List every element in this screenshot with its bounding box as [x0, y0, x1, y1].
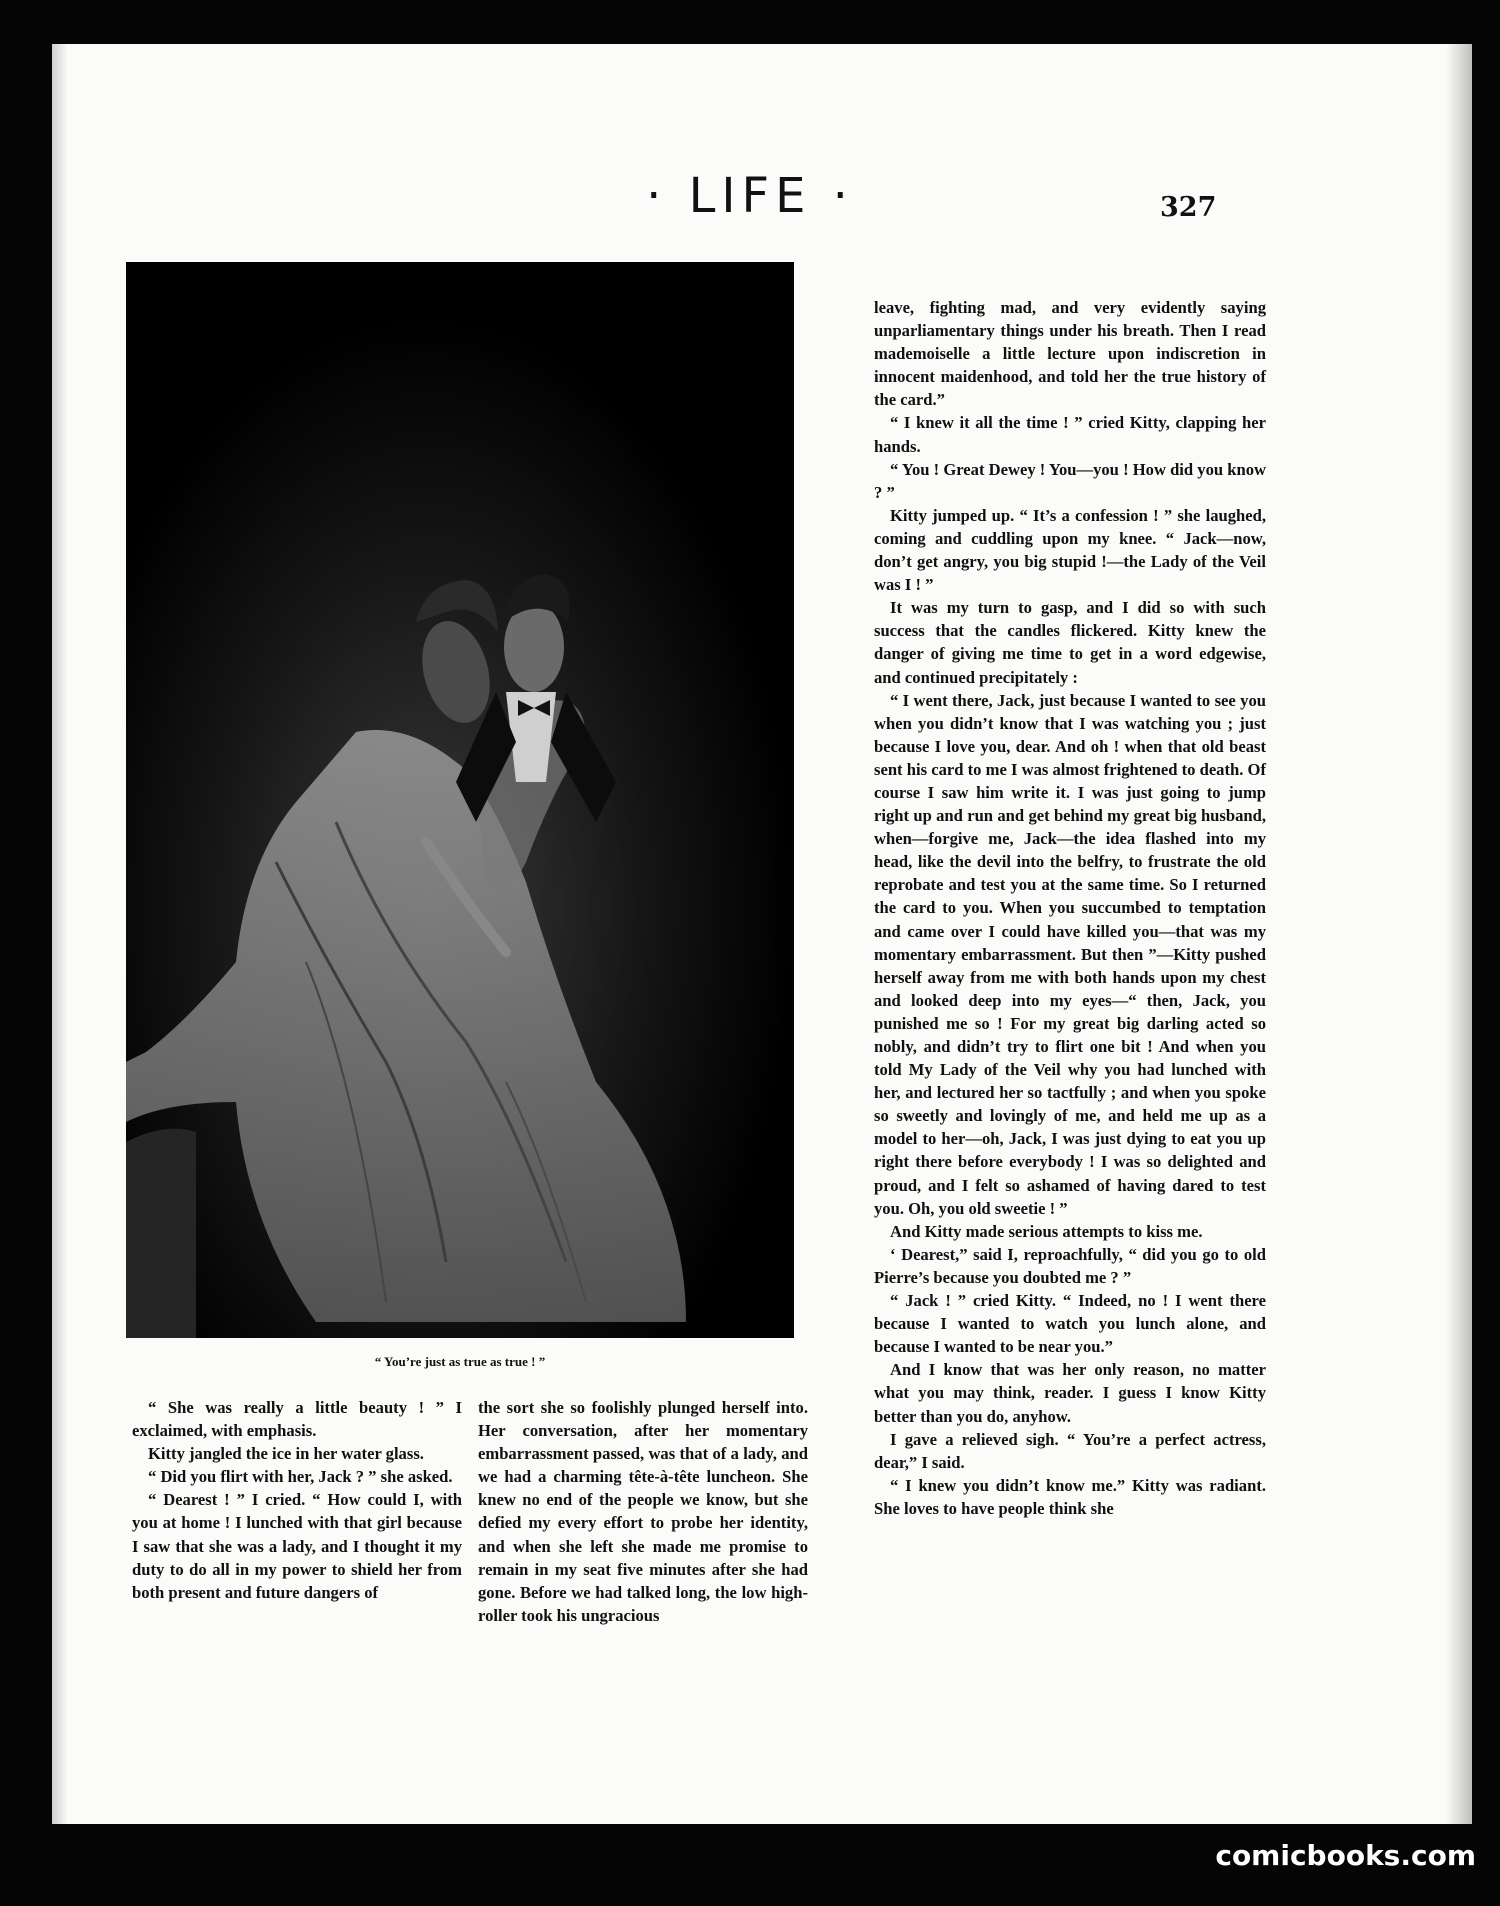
paragraph: ‘ Dearest,” said I, reproachfully, “ did you go to old Pierre’s because you doubted me ? ” [874, 1244, 1266, 1287]
illustration-caption: “ You’re just as true as true ! ” [374, 1354, 546, 1369]
paragraph: “ Did you flirt with her, Jack ? ” she asked. [148, 1467, 453, 1487]
paragraph: And Kitty made serious attempts to kiss me. [890, 1221, 1203, 1241]
text-column-left [132, 1396, 462, 1604]
paragraph: Kitty jumped up. “ It’s a confession ! ” she laughed, coming and cuddling upon my knee. “ Jack—now, don’t get angry, you big stupid !—the Lady of the Veil was I ! ” [874, 505, 1266, 595]
page-number: 327 [1160, 192, 1217, 223]
paragraph: “ I knew you didn’t know me.” Kitty was radiant. She loves to have people think she [874, 1475, 1266, 1518]
paragraph: “ I went there, Jack, just because I wanted to see you when you didn’t know that I was watching you ; just because I love you, dear. And oh ! when that old beast sent his card to me I was almost frightened to death. Of course I saw him write it. I was just going to jump right up and run and get behind my great big husband, when—forgive me, Jack—the idea flashed into my head, like the devil into the belfry, to frustrate the old reprobate and test you at the same time. So I returned the card to you. When you succumbed to temptation and came over I could have killed you—that was my momentary embarrassment. But then ”—Kitty pushed herself away from me with both hands upon my chest and looked deep into my eyes—“ then, Jack, you punished me so ! For my great big darling acted so nobly, and didn’t try to flirt one bit ! And when you told My Lady of the Veil why you had lunched with her, and lectured her so tactfully ; and when you spoke so sweetly and lovingly of me, and held me up as a model to her—oh, Jack, I was just dying to eat you up right there before everybody ! I was so delighted and proud, and I felt so ashamed of having dared to test you. Oh, you old sweetie ! ” [874, 690, 1266, 1218]
gutter-shadow [52, 44, 68, 1824]
paragraph: the sort she so foolishly plunged herself into. Her conversation, after her momentary embarrassment passed, was that of a lady, and we had a charming tête-à-tête luncheon. She knew no end of the people we know, but she defied my every effort to probe her identity, and when she left she made me promise to remain in my seat five minutes after she had gone. Before we had talked long, the low high-roller took his ungracious [478, 1398, 808, 1625]
paragraph: Kitty jangled the ice in her water glass. [148, 1444, 424, 1464]
paragraph: leave, fighting mad, and very evidently saying unparliamentary things under his breath. Then I read mademoiselle a little lecture upon indiscretion in innocent maidenhood, and told her the true history of the card.” [874, 298, 1266, 410]
paragraph: “ She was really a little beauty ! ” I exclaimed, with emphasis. [132, 1398, 462, 1441]
paragraph: “ You ! Great Dewey ! You—you ! How did you know ? ” [874, 459, 1266, 502]
text-column-middle [478, 1396, 808, 1627]
paragraph: “ I knew it all the time ! ” cried Kitty, clapping her hands. [874, 413, 1266, 456]
paragraph: “ Dearest ! ” I cried. “ How could I, with you at home ! I lunched with that girl because I saw that she was a lady, and I thought it my duty to do all in my power to shield her from both present and future dangers of [132, 1490, 462, 1602]
paragraph: It was my turn to gasp, and I did so with such success that the candles flickered. Kitty knew the danger of giving me time to get in a word edgewise, and continued precipitately : [874, 598, 1266, 687]
page-edge [1446, 44, 1472, 1824]
text-column-right [874, 296, 1266, 1520]
paragraph: “ Jack ! ” cried Kitty. “ Indeed, no ! I went there because I wanted to watch you lunch alone, and because I wanted to be near you.” [874, 1291, 1266, 1357]
illustration-couple-drawing [126, 262, 794, 1338]
illustration [126, 262, 794, 1338]
watermark: comicbooks.com [1215, 1839, 1476, 1872]
masthead: · LIFE · [646, 168, 854, 224]
paragraph: And I know that was her only reason, no matter what you may think, reader. I guess I know Kitty better than you do, anyhow. [874, 1360, 1266, 1426]
paragraph: I gave a relieved sigh. “ You’re a perfect actress, dear,” I said. [874, 1429, 1266, 1472]
